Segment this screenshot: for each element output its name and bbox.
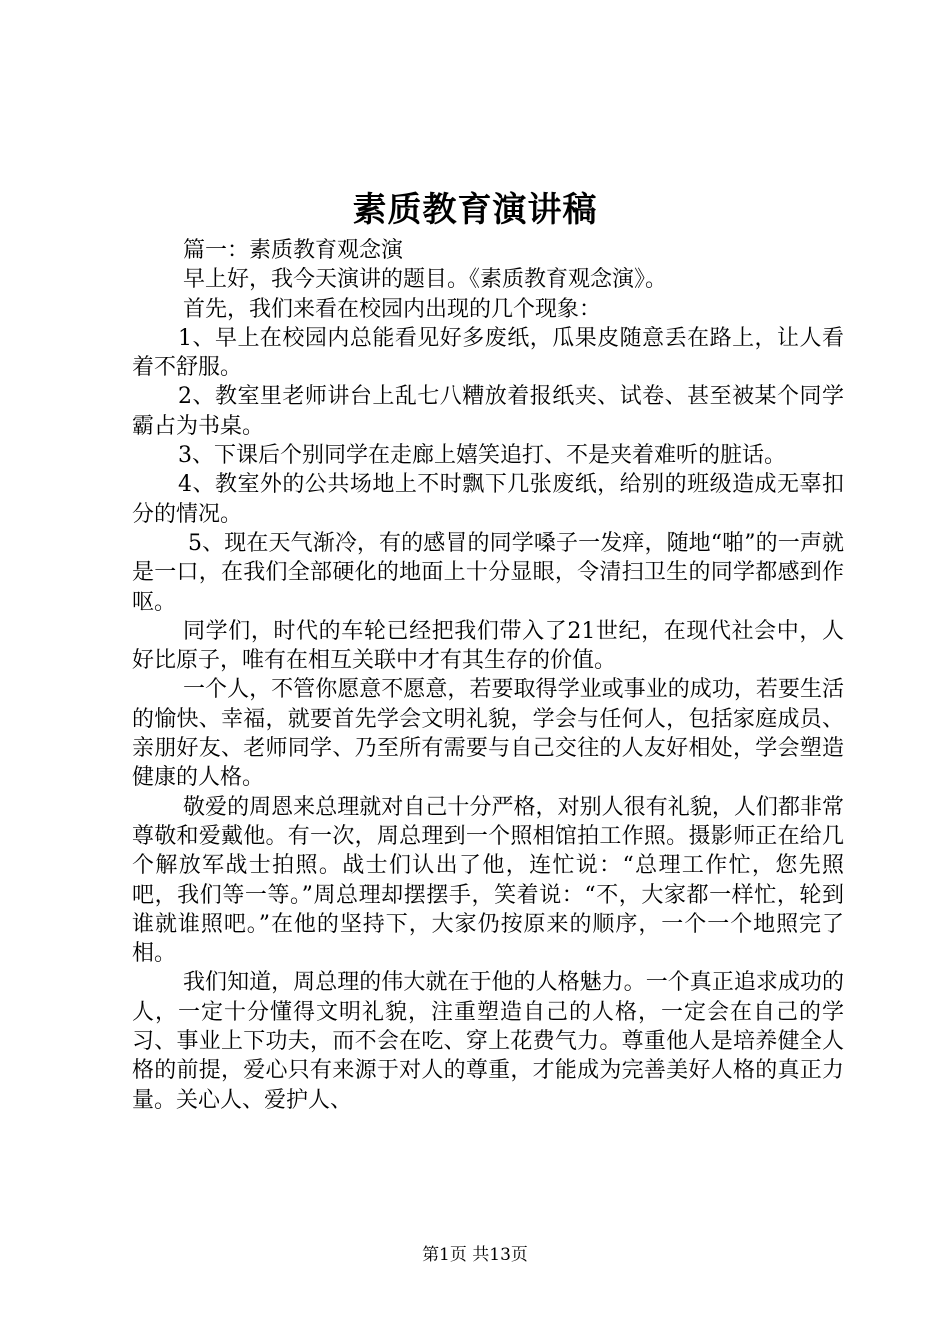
document-body: [132, 236, 844, 1115]
paragraph-body: 敬爱的周恩来总理就对自己十分严格，对别人很有礼貌，人们都非常尊敬和爱戴他。有一次，周总理到一个照相馆拍工作照。摄影师正在给几个解放军战士拍照。战士们认出了他，连忙说：“总理工作忙，您先照吧，我们等一等。”周总理却摆摆手，笑着说：“不，大家都一样忙，轮到谁就谁照吧。”在他的坚持下，大家仍按原来的顺序，一个一个地照完了相。: [132, 794, 844, 967]
paragraph-item-4: 4、教室外的公共场地上不时飘下几张废纸，给别的班级造成无辜扣分的情况。: [132, 472, 844, 527]
paragraph-item-2: 2、教室里老师讲台上乱七八糟放着报纸夹、试卷、甚至被某个同学霸占为书桌。: [132, 384, 844, 439]
paragraph-item-5: 5、现在天气渐冷，有的感冒的同学嗓子一发痒，随地“啪”的一声就是一口，在我们全部硬化的地面上十分显眼，令清扫卫生的同学都感到作呕。: [132, 530, 844, 615]
paragraph-body: 同学们，时代的车轮已经把我们带入了21世纪，在现代社会中，人好比原子，唯有在相互关联中才有其生存的价值。: [132, 618, 844, 674]
document-title: 素质教育演讲稿: [352, 190, 598, 230]
paragraph-item-1: 1、早上在校园内总能看见好多废纸，瓜果皮随意丢在路上，让人看着不舒服。: [132, 325, 844, 381]
paragraph-body: 一个人，不管你愿意不愿意，若要取得学业或事业的成功，若要生活的愉快、幸福，就要首先学会文明礼貌，学会与任何人，包括家庭成员、亲朋好友、老师同学、乃至所有需要与自己交往的人友好相处，学会塑造健康的人格。: [132, 677, 844, 791]
paragraph-section-heading: 篇一：素质教育观念演: [183, 238, 404, 263]
paragraph-greeting: 早上好，我今天演讲的题目。《素质教育观念演》。: [183, 267, 668, 293]
page-number-footer: 第1页 共13页: [422, 1245, 528, 1265]
paragraph-intro: 首先，我们来看在校园内出现的几个现象：: [183, 296, 602, 322]
paragraph-body: 我们知道，周总理的伟大就在于他的人格魅力。一个真正追求成功的人，一定十分懂得文明礼貌，注重塑造自己的人格，一定会在自己的学习、事业上下功夫，而不会在吃、穿上花费气力。尊重他人是培养健全人格的前提，爱心只有来源于对人的尊重，才能成为完善美好人格的真正力量。关心人、爱护人、: [132, 970, 844, 1113]
paragraph-item-3: 3、下课后个别同学在走廊上嬉笑追打、不是夹着难听的脏话。: [178, 443, 786, 469]
